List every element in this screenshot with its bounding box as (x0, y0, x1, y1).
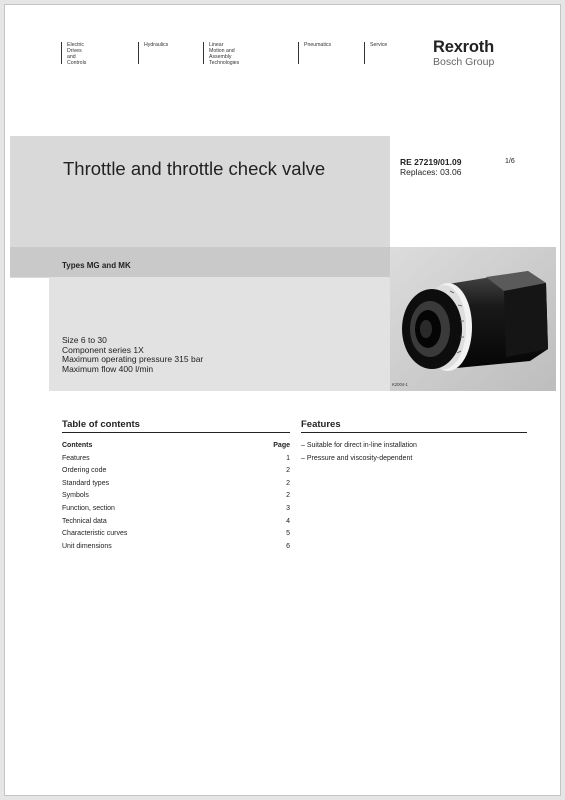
nav-item-linear-motion[interactable]: Linear Motion and Assembly Technologies (203, 42, 239, 64)
document-page (4, 4, 561, 796)
document-reference (400, 158, 461, 177)
nav-item-hydraulics[interactable]: Hydraulics (138, 42, 168, 64)
toc-row[interactable]: Features 1 (62, 454, 290, 462)
toc-row[interactable]: Function, section 3 (62, 504, 290, 512)
toc-row[interactable]: Symbols 2 (62, 492, 290, 500)
reference-number: RE 27219/01.09 (400, 157, 462, 167)
feature-item: – Suitable for direct in-line installation (301, 442, 417, 449)
brand-subtitle: Bosch Group (433, 56, 495, 68)
replaces-note: Replaces: 03.06 (400, 166, 462, 177)
rexroth-logo (433, 39, 494, 68)
toc-col-contents: Contents (62, 442, 93, 449)
toc-row[interactable]: Unit dimensions 6 (62, 542, 290, 550)
spec-item: Component series 1X (62, 344, 144, 355)
brand-name: Rexroth (433, 38, 494, 56)
document-title: Throttle and throttle check valve (63, 158, 326, 179)
spec-item: Size 6 to 30 (62, 335, 107, 345)
spec-item: Maximum flow 400 l/min (62, 363, 154, 374)
toc-row[interactable]: Characteristic curves 5 (62, 530, 290, 538)
valve-illustration (390, 247, 556, 391)
spec-list (62, 336, 203, 374)
table-of-contents (62, 442, 290, 555)
features-list (301, 442, 527, 467)
toc-heading: Table of contents (62, 419, 290, 433)
toc-row[interactable]: Ordering code 2 (62, 467, 290, 475)
features-heading: Features (301, 419, 527, 433)
toc-header-row (62, 442, 290, 455)
nav-item-pneumatics[interactable]: Pneumatics (298, 42, 331, 64)
nav-item-service[interactable]: Service (364, 42, 387, 64)
feature-item: – Pressure and viscosity-dependent (301, 454, 413, 462)
valve-photo (390, 247, 556, 391)
toc-col-page: Page (273, 442, 290, 449)
types-heading: Types MG and MK (62, 261, 131, 270)
toc-row[interactable]: Technical data 4 (62, 517, 290, 525)
toc-row[interactable]: Standard types 2 (62, 479, 290, 487)
page-number: 1/6 (505, 158, 515, 165)
nav-item-electric-drives[interactable]: Electric Drives and Controls (61, 42, 86, 64)
spec-item: Maximum operating pressure 315 bar (62, 354, 204, 364)
photo-code: K2004-1 (392, 382, 408, 387)
